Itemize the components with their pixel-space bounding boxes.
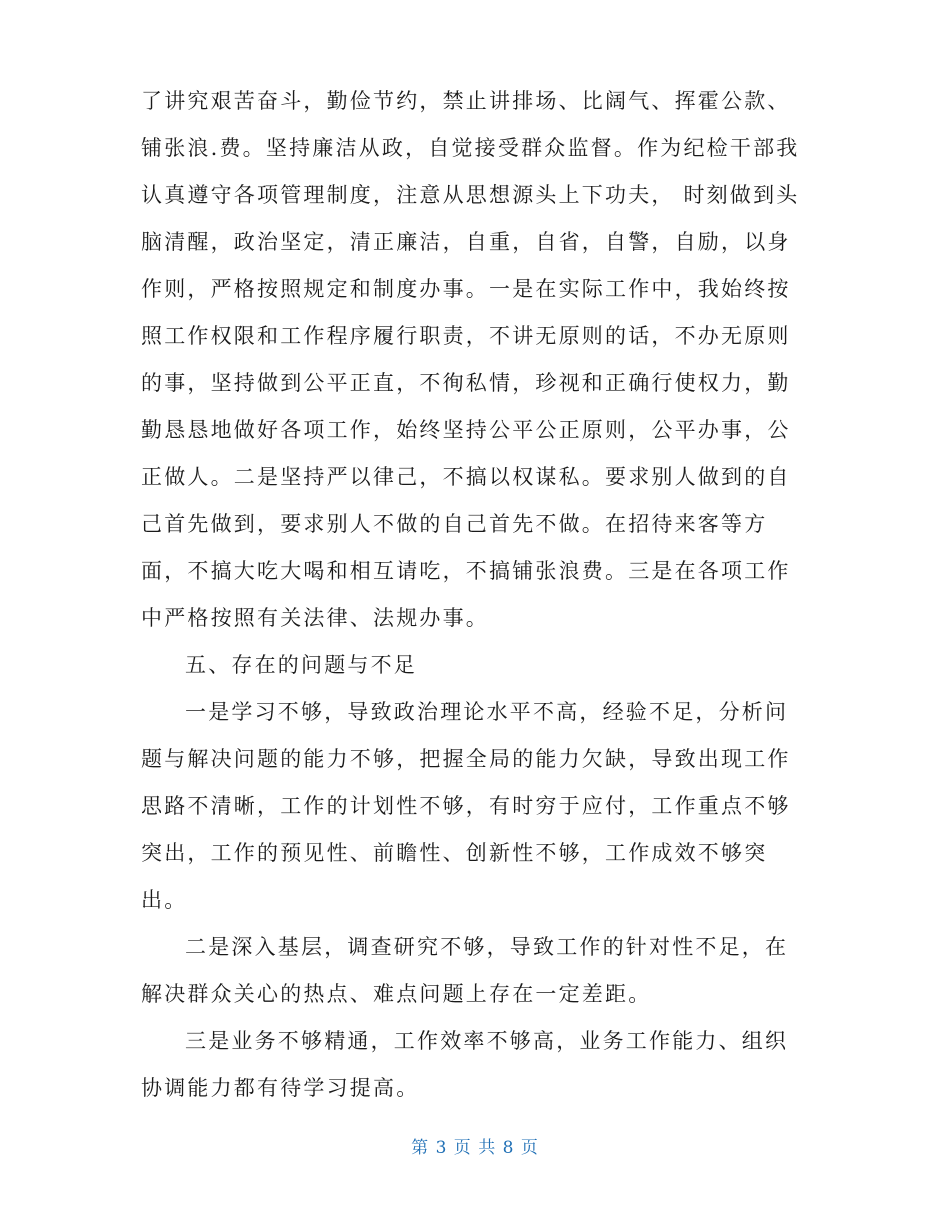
- section-heading: 五、存在的问题与不足: [185, 653, 417, 677]
- text-line: 勤恳恳地做好各项工作，始终坚持公平公正原则，公平办事，公: [141, 418, 791, 442]
- page-number-footer: 第 3 页 共 8 页: [411, 1138, 539, 1158]
- text-line: 一是学习不够，导致政治理论水平不高，经验不足，分析问: [185, 700, 789, 724]
- text-line: 作则，严格按照规定和制度办事。一是在实际工作中，我始终按: [141, 277, 791, 301]
- text-line: 己首先做到，要求别人不做的自己首先不做。在招待来客等方: [141, 512, 768, 536]
- text-line: 铺张浪.费。坚持廉洁从政，自觉接受群众监督。作为纪检干部我: [141, 136, 800, 160]
- text-line: 正做人。二是坚持严以律己，不搞以权谋私。要求别人做到的自: [141, 465, 791, 489]
- text-line: 了讲究艰苦奋斗，勤俭节约，禁止讲排场、比阔气、挥霍公款、: [141, 89, 791, 113]
- text-line: 二是深入基层，调查研究不够，导致工作的针对性不足，在: [185, 935, 789, 959]
- text-line: 面，不搞大吃大喝和相互请吃，不搞铺张浪费。三是在各项工作: [141, 559, 791, 583]
- text-line: 中严格按照有关法律、法规办事。: [141, 606, 489, 630]
- text-line: 思路不清晰，工作的计划性不够，有时穷于应付，工作重点不够: [141, 794, 791, 818]
- text-line: 脑清醒，政治坚定，清正廉洁，自重，自省，自警，自励，以身: [141, 230, 791, 254]
- text-line: 解决群众关心的热点、难点问题上存在一定差距。: [141, 982, 652, 1006]
- text-line: 三是业务不够精通，工作效率不够高，业务工作能力、组织: [185, 1029, 789, 1053]
- text-line: 认真遵守各项管理制度，注意从思想源头上下功夫， 时刻做到头: [141, 183, 800, 207]
- text-line: 突出，工作的预见性、前瞻性、创新性不够，工作成效不够突: [141, 841, 768, 865]
- text-line: 的事，坚持做到公平正直，不徇私情，珍视和正确行使权力，勤: [141, 371, 791, 395]
- text-line: 协调能力都有待学习提高。: [141, 1076, 420, 1100]
- text-line: 照工作权限和工作程序履行职责，不讲无原则的话，不办无原则: [141, 324, 791, 348]
- text-line: 题与解决问题的能力不够，把握全局的能力欠缺，导致出现工作: [141, 747, 791, 771]
- document-body: [141, 78, 821, 1112]
- text-line: 出。: [141, 888, 188, 912]
